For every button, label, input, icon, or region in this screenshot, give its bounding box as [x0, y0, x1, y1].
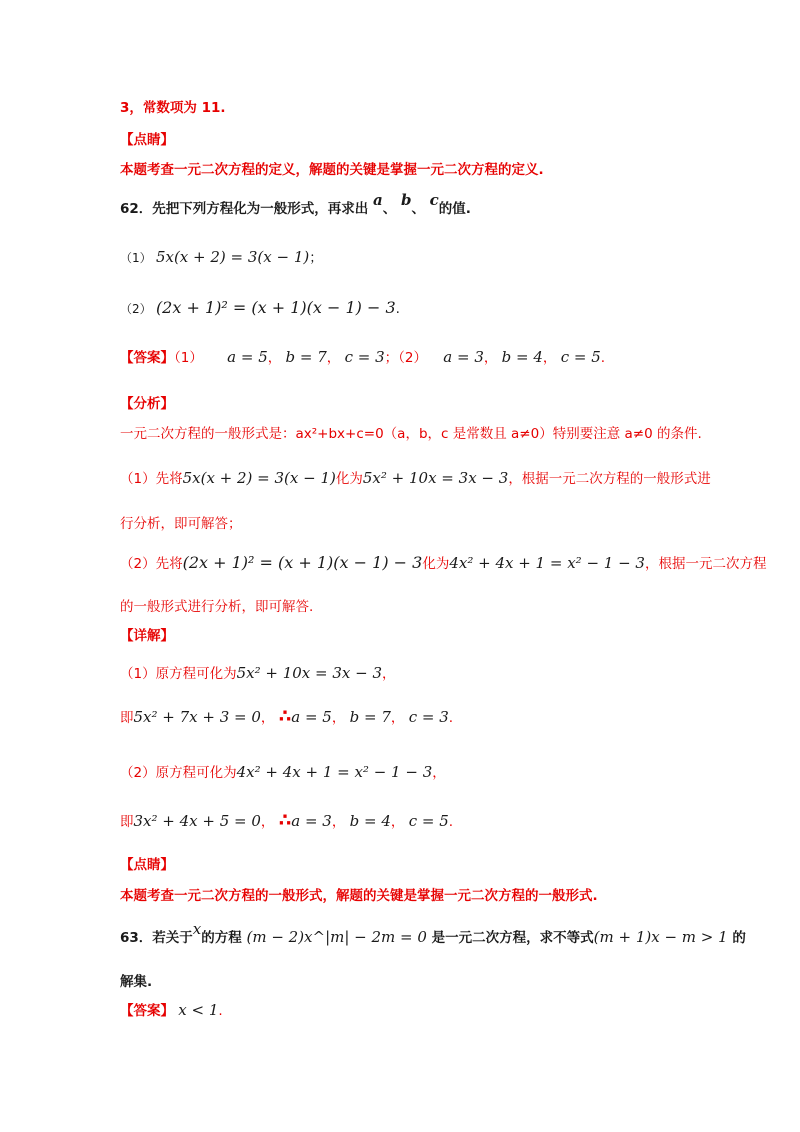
- answer-63: [120, 1000, 223, 1021]
- sep: 、: [382, 201, 397, 217]
- therefore-symbol: ∴: [278, 706, 292, 727]
- answer-b1: b = 7: [285, 348, 327, 366]
- answer-63-value: x < 1: [178, 1001, 219, 1019]
- part-label: （2）: [120, 302, 152, 316]
- line-constant-term: 3，常数项为 11.: [120, 100, 226, 116]
- answer-b2: b = 4: [501, 348, 543, 366]
- detail-1b-c: c = 3: [408, 708, 449, 726]
- sep: 、: [411, 201, 425, 217]
- comma: ，: [390, 710, 405, 726]
- comma: ，: [326, 350, 341, 366]
- period: .: [448, 710, 454, 726]
- comma: ，: [542, 350, 557, 366]
- analysis-1-eq: 5x(x + 2) = 3(x − 1): [182, 469, 336, 487]
- analysis-2-mid: 化为: [422, 556, 450, 572]
- punct: ；: [309, 250, 323, 266]
- answer-part-1-label: （1）: [174, 350, 203, 366]
- period: .: [448, 814, 454, 830]
- answer-a2: a = 3: [443, 348, 484, 366]
- comma: ，: [390, 814, 405, 830]
- period: .: [218, 1003, 223, 1019]
- equation-1: 5x(x + 2) = 3(x − 1): [155, 248, 310, 266]
- section-dianjing-1: 【点睛】: [120, 132, 174, 148]
- analysis-2-pre: （2）先将: [120, 556, 183, 572]
- question-62-text: 62．先把下列方程化为一般形式，再求出: [120, 201, 369, 217]
- answer-c2: c = 5: [560, 348, 601, 366]
- var-b: b: [400, 191, 412, 209]
- answer-63-label: 【答案】: [120, 1003, 174, 1019]
- var-a: a: [373, 191, 383, 209]
- comma: ，: [331, 710, 346, 726]
- detail-2b: [120, 811, 453, 832]
- section-detail: 【详解】: [120, 628, 174, 644]
- analysis-1-eq2: 5x² + 10x = 3x − 3: [362, 469, 509, 487]
- answer-a1: a = 5: [227, 348, 268, 366]
- answer-part-2-label: ；（2）: [384, 350, 427, 366]
- detail-1: [120, 663, 396, 684]
- question-63-eq: (m − 2)x^|m| − 2m = 0: [246, 928, 427, 946]
- analysis-2-eq2: 4x² + 4x + 1 = x² − 1 − 3: [449, 554, 645, 572]
- detail-2b-c: c = 5: [408, 812, 449, 830]
- detail-2b-a: a = 3: [291, 812, 332, 830]
- punct: .: [395, 301, 400, 317]
- var-c: c: [429, 191, 439, 209]
- comma: ，: [331, 814, 346, 830]
- summary-2: 本题考查一元二次方程的一般形式，解题的关键是掌握一元二次方程的一般形式.: [120, 888, 598, 904]
- detail-2b-eq: 3x² + 4x + 5 = 0: [133, 812, 261, 830]
- question-62-end: 的值.: [438, 201, 471, 217]
- analysis-1-post: ，根据一元二次方程的一般形式进: [508, 471, 711, 487]
- answer-62: 【答案】（1） a = 5， b = 7， c = 3；（2） a = 3， b = 4， c = 5.: [120, 348, 606, 366]
- analysis-1-line2: 行分析，即可解答；: [120, 516, 242, 532]
- equation-2: (2x + 1)² = (x + 1)(x − 1) − 3: [155, 298, 396, 317]
- analysis-1: [120, 468, 711, 489]
- detail-1b-eq: 5x² + 7x + 3 = 0: [133, 708, 261, 726]
- part-label: （1）: [120, 251, 152, 265]
- question-63-line2: 解集.: [120, 974, 153, 990]
- comma: ，: [382, 666, 396, 682]
- detail-2b-b: b = 4: [349, 812, 391, 830]
- answer-c1: c = 3: [344, 348, 385, 366]
- comma: ，: [260, 814, 275, 830]
- summary-1: 本题考查一元二次方程的定义，解题的关键是掌握一元二次方程的定义.: [120, 162, 544, 178]
- question-62: [120, 191, 471, 219]
- var-x: x: [192, 920, 202, 938]
- detail-2-eq: 4x² + 4x + 1 = x² − 1 − 3: [236, 763, 433, 781]
- comma: ，: [432, 765, 446, 781]
- analysis-1-pre: （1）先将: [120, 471, 183, 487]
- answer-label: 【答案】: [120, 350, 174, 366]
- detail-1-pre: （1）原方程可化为: [120, 666, 237, 682]
- question-63-mid2: 是一元二次方程，求不等式: [431, 930, 594, 946]
- detail-1b: [120, 707, 453, 728]
- question-63-ineq: (m + 1)x − m > 1: [593, 928, 728, 946]
- therefore-symbol: ∴: [278, 810, 292, 831]
- question-63: [120, 920, 746, 948]
- detail-2: [120, 762, 446, 783]
- analysis-1-mid: 化为: [335, 471, 363, 487]
- question-63-pre: 63．若关于: [120, 930, 193, 946]
- question-63-mid: 的方程: [201, 930, 242, 946]
- analysis-2-line2: 的一般形式进行分析，即可解答.: [120, 599, 314, 615]
- detail-1b-a: a = 5: [291, 708, 332, 726]
- detail-1b-b: b = 7: [349, 708, 391, 726]
- question-62-part-1: [120, 247, 323, 268]
- detail-1b-pre: 即: [120, 710, 134, 726]
- detail-2b-pre: 即: [120, 814, 134, 830]
- section-analysis: 【分析】: [120, 396, 174, 412]
- general-form-text: 一元二次方程的一般形式是：ax²+bx+c=0（a，b，c 是常数且 a≠0）特别要注意 a≠0 的条件.: [120, 426, 702, 442]
- comma: ，: [483, 350, 498, 366]
- analysis-2: [120, 553, 766, 574]
- question-63-end: 的: [732, 930, 746, 946]
- section-dianjing-2: 【点睛】: [120, 857, 174, 873]
- analysis-2-eq: (2x + 1)² = (x + 1)(x − 1) − 3: [182, 553, 423, 572]
- comma: ，: [260, 710, 275, 726]
- analysis-2-post: ，根据一元二次方程: [644, 556, 767, 572]
- question-62-part-2: [120, 298, 400, 319]
- detail-1-eq: 5x² + 10x = 3x − 3: [236, 664, 383, 682]
- detail-2-pre: （2）原方程可化为: [120, 765, 237, 781]
- comma: ，: [267, 350, 282, 366]
